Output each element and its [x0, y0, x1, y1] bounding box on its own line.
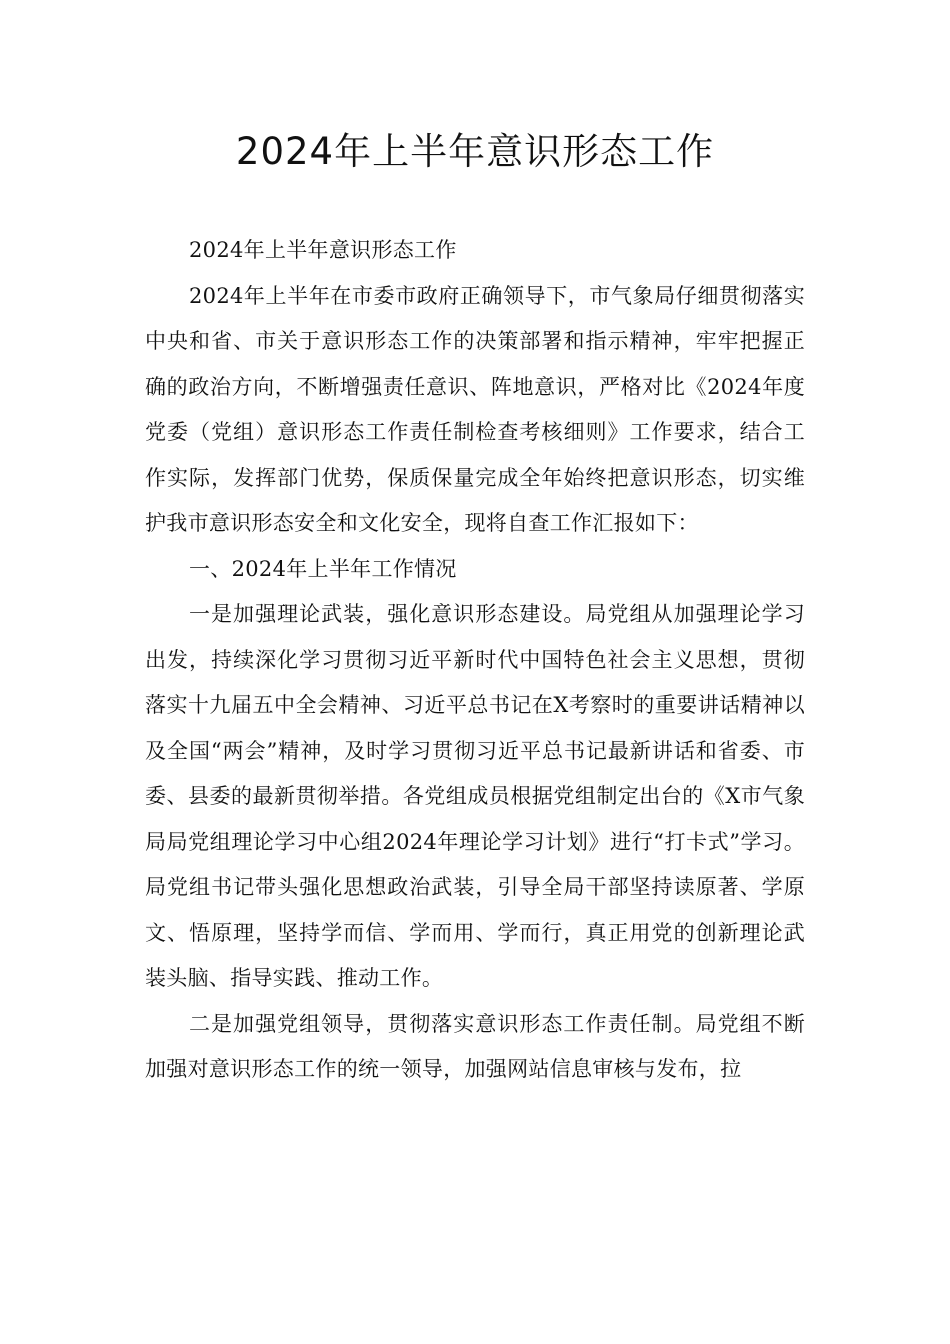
body-paragraph: 二是加强党组领导，贯彻落实意识形态工作责任制。局党组不断加强对意识形态工作的统一领导，加强网站信息审核与发布，拉 — [145, 1011, 805, 1081]
subtitle-paragraph: 2024年上半年意识形态工作 — [189, 238, 457, 262]
body-paragraph: 一是加强理论武装，强化意识形态建设。局党组从加强理论学习出发，持续深化学习贯彻习近平新时代中国特色社会主义思想，贯彻落实十九届五中全会精神、习近平总书记在X考察时的重要讲话精神以及全国“两会”精神，及时学习贯彻习近平总书记最新讲话和省委、市委、县委的最新贯彻举措。各党组成员根据党组制定出台的《X市气象局局党组理论学习中心组2024年理论学习计划》进行“打卡式”学习。局党组书记带头强化思想政治武装，引导全局干部坚持读原著、学原文、悟原理，坚持学而信、学而用、学而行，真正用党的创新理论武装头脑、指导实践、推动工作。 — [145, 602, 805, 990]
document-title: 2024年上半年意识形态工作 — [235, 130, 715, 173]
intro-paragraph: 2024年上半年在市委市政府正确领导下，市气象局仔细贯彻落实中央和省、市关于意识形态工作的决策部署和指示精神，牢牢把握正确的政治方向，不断增强责任意识、阵地意识，严格对比《2024年度党委（党组）意识形态工作责任制检查考核细则》工作要求，结合工作实际，发挥部门优势，保质保量完成全年始终把意识形态，切实维护我市意识形态安全和文化安全，现将自查工作汇报如下： — [145, 283, 805, 535]
document-body — [145, 228, 805, 1093]
section-heading: 一、2024年上半年工作情况 — [189, 556, 457, 581]
